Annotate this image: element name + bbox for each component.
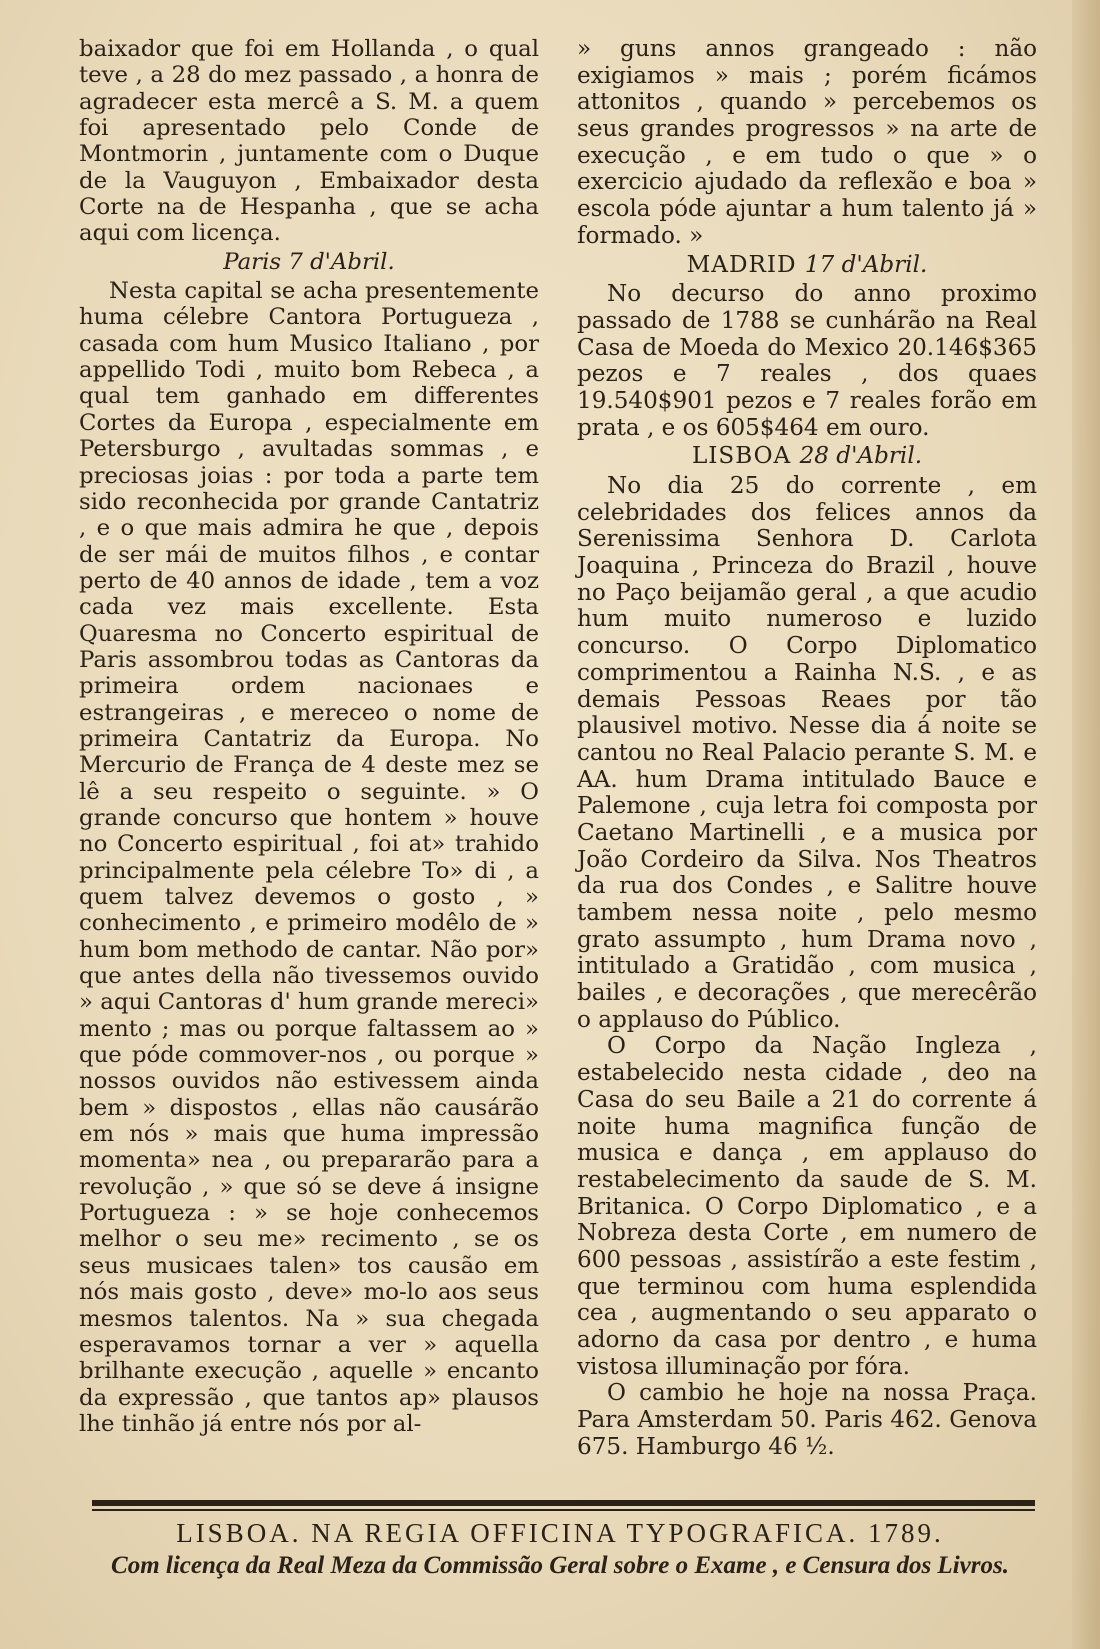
license-line: Com licença da Real Meza da Commissão Geral sobre o Exame , e Censura dos Livros.	[111, 1552, 1009, 1579]
text-paragraph: Nesta capital se acha presentemente huma célebre Cantora Portugueza , casada com hum Musico Italiano , por appellido Todi , muito bom Rebeca , a qual tem ganhado em differentes Cortes da Europa , especialmente em Petersburgo , avultadas sommas , e preciosas joias : por toda a parte tem sido reconhecida por grande Cantatriz , e o que mais admira he que , depois de ser mái de muitos filhos , e contar perto de 40 annos de idade , tem a voz cada vez mais excellente. Esta Quaresma no Concerto espiritual de Paris assombrou todas as Cantoras da primeira ordem nacionaes e estrangeiras , e mereceo o nome de primeira Cantatriz da Europa. No Mercurio de França de 4 deste mez se lê a seu respeito o seguinte. » O grande concurso que hontem » houve no Concerto espiritual , foi at» trahido principalmente pela célebre To» di , a quem talvez devemos o gosto , » conhecimento , e primeiro modêlo de » hum bom methodo de cantar. Não por» que antes della não tivessemos ouvido » aqui Cantoras d' hum grande mereci» mento ; mas ou porque faltassem ao » que póde commover-nos , ou porque » nossos ouvidos não estivessem ainda bem » dispostos , ellas não causárão em nós » mais que huma impressão momenta» nea , ou prepararão para a revolução , » que só se deve á insigne Portugueza : » se hoje conhecemos melhor o seu me» recimento , se os seus musicaes talen» tos causão em nós mais gosto , deve» mo-lo aos seus mesmos talentos. Na » sua chegada esperavamos tornar a ver » aquella brilhante execução , aquelle » encanto da expressão , que tantos ap» plausos lhe tinhão já entre nós por al-	[79, 278, 539, 1437]
text-paragraph: No decurso do anno proximo passado de 1788 se cunhárão na Real Casa de Moeda do Mexico 20.146$365 pezos e 7 reales , dos quaes 19.540$901 pezos e 7 reales forão em prata , e os 605$464 em ouro.	[577, 281, 1037, 441]
text-paragraph: O Corpo da Nação Ingleza , estabelecido nesta cidade , deo na Casa do seu Baile a 21 do corrente á noite huma magnifica função de musica e dança , em applauso do restabelecimento da saude de S. M. Britanica. O Corpo Diplomatico , e a Nobreza desta Corte , em numero de 600 pessoas , assistírão a este festim , que terminou com huma esplendida cea , augmentando o seu apparato o adorno da casa por dentro , e huma vistosa illuminação por fóra.	[577, 1033, 1037, 1380]
page-edge-shadow	[1072, 0, 1100, 1649]
text-paragraph: baixador que foi em Hollanda , o qual teve , a 28 do mez passado , a honra de agradecer esta mercê a S. M. a quem foi apresentado pelo Conde de Montmorin , juntamente com o Duque de la Vauguyon , Embaixador desta Corte na de Hespanha , que se acha aqui com licença.	[79, 36, 539, 247]
heading-date: 28 d'Abril.	[799, 443, 923, 470]
heading-date: 17 d'Abril.	[804, 251, 928, 278]
left-column	[79, 36, 539, 1437]
text-paragraph: » guns annos grangeado : não exigiamos » mais ; porém ficámos attonitos , quando » percebemos os seus grandes progressos » na arte de execução , e em tudo o que » o exercicio ajudado da reflexão e boa » escola póde ajuntar a hum talento já » formado. »	[577, 36, 1037, 249]
right-column	[577, 36, 1037, 1460]
heading-place: LISBOA	[691, 443, 792, 470]
heading-lisboa	[577, 443, 1037, 470]
dateline-paris: Paris 7 d'Abril.	[223, 248, 395, 275]
text-paragraph: No dia 25 do corrente , em celebridades dos felices annos da Serenissima Senhora D. Carlota Joaquina , Princeza do Brazil , houve no Paço beijamão geral , a que acudio hum muito numeroso e luzido concurso. O Corpo Diplomatico comprimentou a Rainha N.S. , e as demais Pessoas Reaes por tão plausivel motivo. Nesse dia á noite se cantou no Real Palacio perante S. M. e AA. hum Drama intitulado Bauce e Palemone , cuja letra foi composta por Caetano Martinelli , e a musica por João Cordeiro da Silva. Nos Theatros da rua dos Condes , e Salitre houve tambem nessa noite , pelo mesmo grato assumpto , hum Drama novo , intitulado a Gratidão , com musica , bailes , e decorações , que merecêrão o applauso do Público.	[577, 473, 1037, 1033]
printer-imprint: LISBOA. NA REGIA OFFICINA TYPOGRAFICA. 1789.	[176, 1518, 944, 1548]
footer-rule-thin	[92, 1509, 1035, 1511]
heading-place: MADRID	[686, 251, 797, 278]
footer-rule-thick	[92, 1500, 1035, 1506]
text-paragraph: O cambio he hoje na nossa Praça. Para Amsterdam 50. Paris 462. Genova 675. Hamburgo 46 ½.	[577, 1380, 1037, 1460]
heading-madrid	[577, 252, 1037, 279]
